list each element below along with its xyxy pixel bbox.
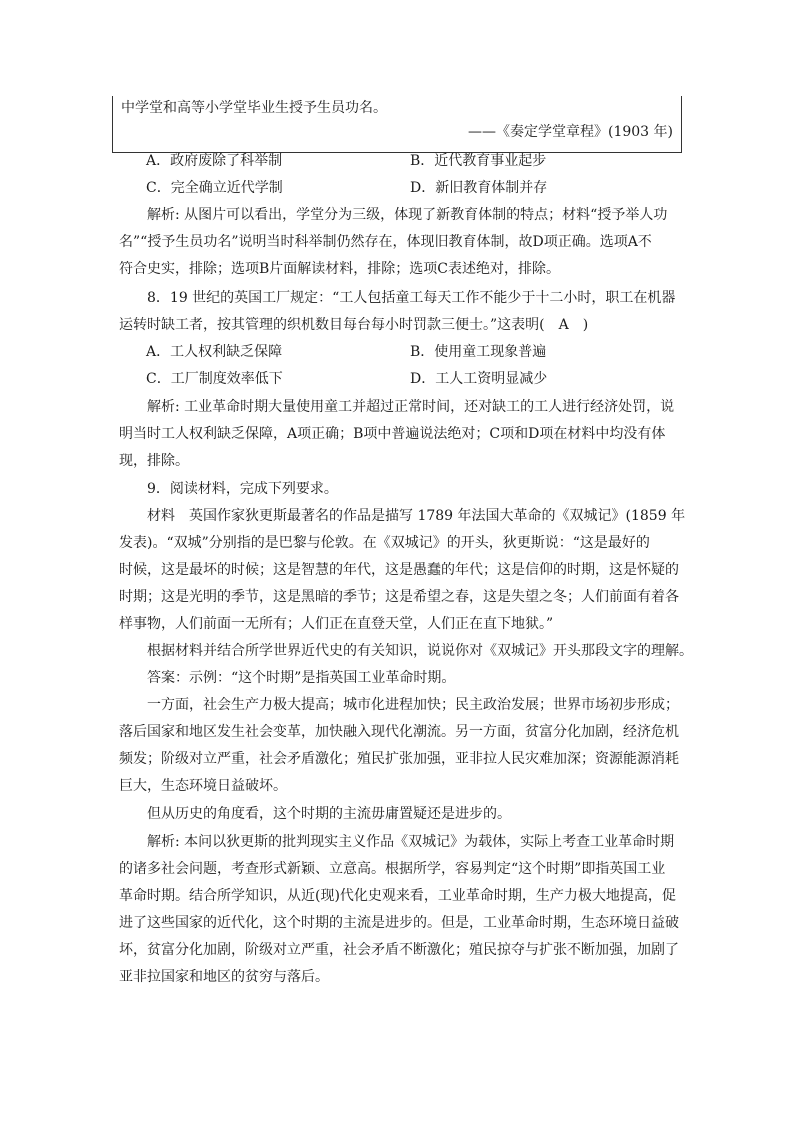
q7-analysis bbox=[119, 202, 679, 283]
quote-box bbox=[112, 96, 682, 153]
q9-material-line: 时期；这是光明的季节，这是黑暗的季节；这是希望之春，这是失望之冬；人们前面有着各 bbox=[119, 589, 679, 605]
q9-stem bbox=[119, 476, 679, 503]
q8-option-c: C．工厂制度效率低下 bbox=[146, 371, 283, 387]
q8-analysis-line: 解析: 工业革命时期大量使用童工并超过正常时间，还对缺工的工人进行经济处罚，说 bbox=[147, 399, 675, 415]
q9-analysis bbox=[119, 829, 679, 991]
q9-analysis-line: 亚非拉国家和地区的贫穷与落后。 bbox=[119, 969, 329, 985]
q8-stem-line: 运转时缺工者，按其管理的织机数目每台每小时罚款三便士。”这表明( A ) bbox=[119, 317, 589, 333]
q7-option-d: D．新旧教育体制并存 bbox=[410, 180, 548, 196]
q8-option-b: B．使用童工现象普遍 bbox=[410, 344, 547, 360]
q8-option-d: D．工人工资明显减少 bbox=[410, 371, 548, 387]
q7-analysis-line: 符合史实，排除；选项B片面解读材料，排除；选项C表述绝对，排除。 bbox=[119, 261, 560, 277]
q9-answer-body-line: 频发；阶级对立严重，社会矛盾激化；殖民扩张加强，亚非拉人民灾难加深；资源能源消耗 bbox=[119, 751, 679, 767]
q8-option-a: A．工人权利缺乏保障 bbox=[146, 344, 283, 360]
q9-material bbox=[119, 503, 686, 638]
q8-options-row-2 bbox=[146, 366, 706, 392]
q9-material-line: 时候，这是最坏的时候；这是智慧的年代，这是愚蠢的年代；这是信仰的时期，这是怀疑的 bbox=[119, 562, 679, 578]
q7-analysis-line: 解析: 从图片可以看出，学堂分为三级，体现了新教育体制的特点；材料“授予举人功 bbox=[147, 207, 668, 223]
quote-source: ——《奏定学堂章程》(1903 年) bbox=[467, 124, 673, 140]
q9-answer-body bbox=[119, 692, 679, 800]
q9-requirement bbox=[119, 638, 693, 665]
q9-material-line: 发表)。“双城”分别指的是巴黎与伦敦。在《双城记》的开头，狄更斯说：“这是最好的 bbox=[119, 535, 650, 551]
q8-analysis-line: 现，排除。 bbox=[119, 453, 189, 469]
q7-options-row-2 bbox=[146, 175, 706, 201]
q7-option-b: B．近代教育事业起步 bbox=[410, 153, 547, 169]
q9-answer-body-line: 巨大，生态环境日益破坏。 bbox=[119, 778, 287, 794]
q8-stem bbox=[119, 285, 679, 339]
q9-material-line: 材料 英国作家狄更斯最著名的作品是描写 1789 年法国大革命的《双城记》(1859 年 bbox=[147, 508, 686, 524]
quote-text: 中学堂和高等小学堂毕业生授予生员功名。 bbox=[121, 100, 387, 116]
q9-analysis-line: 解析: 本问以狄更斯的批判现实主义作品《双城记》为载体，实际上考查工业革命时期 bbox=[147, 834, 675, 850]
q9-requirement-line: 根据材料并结合所学世界近代史的有关知识，说说你对《双城记》开头那段文字的理解。 bbox=[147, 643, 693, 659]
q8-analysis bbox=[119, 394, 679, 475]
q9-stem-line: 9．阅读材料，完成下列要求。 bbox=[147, 481, 338, 497]
q9-answer-line bbox=[119, 665, 679, 692]
q9-answer-text: 答案：示例：“这个时期”是指英国工业革命时期。 bbox=[147, 670, 456, 686]
q8-options-row-1 bbox=[146, 339, 706, 365]
q9-answer-body-line: 一方面，社会生产力极大提高；城市化进程加快；民主政治发展；世界市场初步形成； bbox=[147, 697, 679, 713]
q8-analysis-line: 明当时工人权利缺乏保障，A项正确；B项中普遍说法绝对；C项和D项在材料中均没有体 bbox=[119, 426, 666, 442]
q9-analysis-line: 坏，贫富分化加剧，阶级对立严重，社会矛盾不断激化；殖民掠夺与扩张不断加强，加剧了 bbox=[119, 942, 679, 958]
q9-answer-conclusion bbox=[119, 801, 679, 828]
q9-answer-body-line: 落后国家和地区发生社会变革，加快融入现代化潮流。另一方面，贫富分化加剧，经济危机 bbox=[119, 724, 679, 740]
q9-analysis-line: 革命时期。结合所学知识，从近(现)代化史观来看，工业革命时期，生产力极大地提高，促 bbox=[119, 888, 676, 904]
q7-option-a: A．政府废除了科举制 bbox=[146, 153, 283, 169]
q9-material-line: 样事物，人们前面一无所有；人们正在直登天堂，人们正在直下地狱。” bbox=[119, 616, 554, 632]
q7-options-row-1 bbox=[146, 148, 706, 174]
q9-answer-conclusion-line: 但从历史的角度看，这个时期的主流毋庸置疑还是进步的。 bbox=[147, 806, 511, 822]
q9-analysis-line: 的诸多社会问题，考查形式新颖、立意高。根据所学，容易判定“这个时期”即指英国工业 bbox=[119, 861, 666, 877]
q9-analysis-line: 进了这些国家的近代化，这个时期的主流是进步的。但是，工业革命时期，生态环境日益破 bbox=[119, 915, 679, 931]
q7-analysis-line: 名”“授予生员功名”说明当时科举制仍然存在，体现旧教育体制，故D项正确。选项A不 bbox=[119, 234, 652, 250]
q7-option-c: C．完全确立近代学制 bbox=[146, 180, 283, 196]
q8-stem-line: 8．19 世纪的英国工厂规定：“工人包括童工每天工作不能少于十二小时，职工在机器 bbox=[147, 290, 676, 306]
